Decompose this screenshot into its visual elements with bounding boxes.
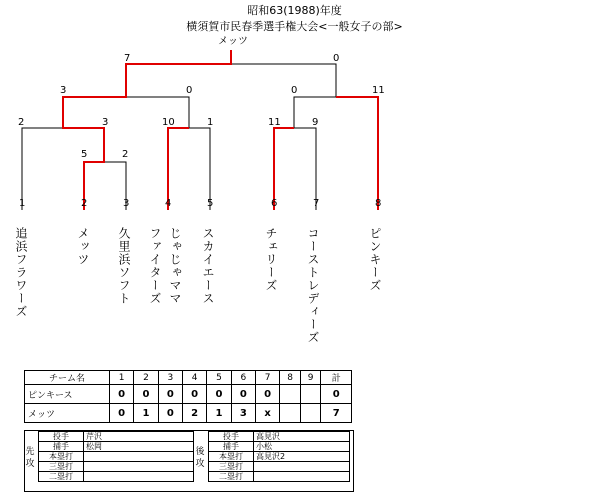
header-team: チーム名 xyxy=(25,371,110,385)
scoreboard-row xyxy=(25,404,352,423)
scoreboard xyxy=(24,370,352,423)
team-number: 8 xyxy=(375,198,382,209)
team-name: コーストレディーズ xyxy=(306,227,320,344)
team-name: 追浜フラワーズ xyxy=(14,227,28,318)
player-row xyxy=(209,462,350,472)
header-inning: 1 xyxy=(110,371,134,385)
player-role: 三塁打 xyxy=(39,462,84,472)
inning-score xyxy=(300,385,321,404)
score-qf2-a: 10 xyxy=(162,117,175,128)
score-qf1-b: 3 xyxy=(102,117,109,128)
inning-score: 3 xyxy=(231,404,255,423)
score-qf2-b: 1 xyxy=(207,117,214,128)
first-side-label: 先攻 xyxy=(25,447,35,469)
score-final-left: 7 xyxy=(124,53,131,64)
player-role: 捕手 xyxy=(39,442,84,452)
player-row xyxy=(209,472,350,482)
inning-score: 0 xyxy=(158,404,182,423)
second-players-table xyxy=(208,431,350,482)
player-role: 二塁打 xyxy=(209,472,254,482)
player-value: 小松 xyxy=(254,442,350,452)
inning-score: 0 xyxy=(110,404,134,423)
header-inning: 6 xyxy=(231,371,255,385)
score-sf-right-b: 11 xyxy=(372,85,385,96)
player-value: 高見沢 xyxy=(254,432,350,442)
inning-score: 0 xyxy=(182,385,206,404)
player-row xyxy=(39,462,194,472)
player-row xyxy=(39,472,194,482)
score-qf1-a: 2 xyxy=(18,117,25,128)
scoreboard-header xyxy=(25,371,352,385)
team-name: チェリーズ xyxy=(264,227,278,292)
header-inning: 2 xyxy=(134,371,158,385)
inning-score: 1 xyxy=(207,404,231,423)
score-r1-b: 2 xyxy=(122,149,129,160)
team-name: 久里浜ソフト xyxy=(117,227,131,305)
inning-score xyxy=(280,385,301,404)
inning-score: 2 xyxy=(182,404,206,423)
total-score: 0 xyxy=(321,385,352,404)
scoreboard-row xyxy=(25,385,352,404)
player-row xyxy=(209,442,350,452)
total-score: 7 xyxy=(321,404,352,423)
team-number: 4 xyxy=(165,198,172,209)
tournament-bracket xyxy=(0,0,589,210)
player-row xyxy=(209,452,350,462)
header-total: 計 xyxy=(321,371,352,385)
team-number: 3 xyxy=(123,198,130,209)
score-r1-a: 5 xyxy=(81,149,88,160)
inning-score: 0 xyxy=(134,385,158,404)
title-line-1: 昭和63(1988)年度 xyxy=(247,4,342,17)
player-role: 二塁打 xyxy=(39,472,84,482)
inning-score: 0 xyxy=(231,385,255,404)
team-name: メッツ xyxy=(76,227,90,266)
score-sf-left-b: 0 xyxy=(186,85,193,96)
bracket-line-team1 xyxy=(22,128,63,210)
header-inning: 7 xyxy=(255,371,279,385)
inning-score: 0 xyxy=(158,385,182,404)
bracket-line-final-right xyxy=(231,64,336,97)
player-value: 松岡 xyxy=(84,442,194,452)
player-value xyxy=(254,472,350,482)
team-name: スカイエース xyxy=(201,227,215,305)
player-value: 芹沢 xyxy=(84,432,194,442)
player-value xyxy=(84,452,194,462)
team-number: 2 xyxy=(81,198,88,209)
title-line-2: 横須賀市民春季選手権大会<一般女子の部> xyxy=(186,20,403,33)
player-role: 本塁打 xyxy=(209,452,254,462)
player-row xyxy=(39,442,194,452)
team-number: 5 xyxy=(207,198,214,209)
inning-score xyxy=(280,404,301,423)
inning-score: x xyxy=(255,404,279,423)
score-sf-left-a: 3 xyxy=(60,85,67,96)
score-final-right: 0 xyxy=(333,53,340,64)
team-name: じゃじゃママ xyxy=(168,227,182,305)
header-inning: 9 xyxy=(300,371,321,385)
team-number: 6 xyxy=(271,198,278,209)
score-qf3-b: 9 xyxy=(312,117,319,128)
player-row xyxy=(39,452,194,462)
team-number: 1 xyxy=(19,198,26,209)
second-side-label: 後攻 xyxy=(195,447,205,469)
bracket-path-mets xyxy=(63,50,231,210)
player-role: 投手 xyxy=(39,432,84,442)
bracket-path-pinkies xyxy=(336,97,378,210)
header-inning: 8 xyxy=(280,371,301,385)
inning-score xyxy=(300,404,321,423)
row-team: ピンキース xyxy=(25,385,110,404)
header-inning: 3 xyxy=(158,371,182,385)
score-qf3-a: 11 xyxy=(268,117,281,128)
player-role: 投手 xyxy=(209,432,254,442)
player-value xyxy=(84,472,194,482)
inning-score: 0 xyxy=(207,385,231,404)
team-number: 7 xyxy=(313,198,320,209)
player-role: 捕手 xyxy=(209,442,254,452)
first-players-table xyxy=(38,431,194,482)
player-role: 本塁打 xyxy=(39,452,84,462)
player-row xyxy=(39,432,194,442)
score-sf-right-a: 0 xyxy=(291,85,298,96)
inning-score: 0 xyxy=(255,385,279,404)
team-name: ピンキーズ xyxy=(368,227,382,292)
header-inning: 4 xyxy=(182,371,206,385)
team-name: ファイターズ xyxy=(148,227,162,305)
champion-name: メッツ xyxy=(218,36,248,47)
inning-score: 1 xyxy=(134,404,158,423)
inning-score: 0 xyxy=(110,385,134,404)
bracket-line-sf-left-b xyxy=(126,97,189,128)
player-row xyxy=(209,432,350,442)
header-inning: 5 xyxy=(207,371,231,385)
player-value xyxy=(84,462,194,472)
player-value xyxy=(254,462,350,472)
player-role: 三塁打 xyxy=(209,462,254,472)
row-team: メッツ xyxy=(25,404,110,423)
player-value: 高見沢2 xyxy=(254,452,350,462)
